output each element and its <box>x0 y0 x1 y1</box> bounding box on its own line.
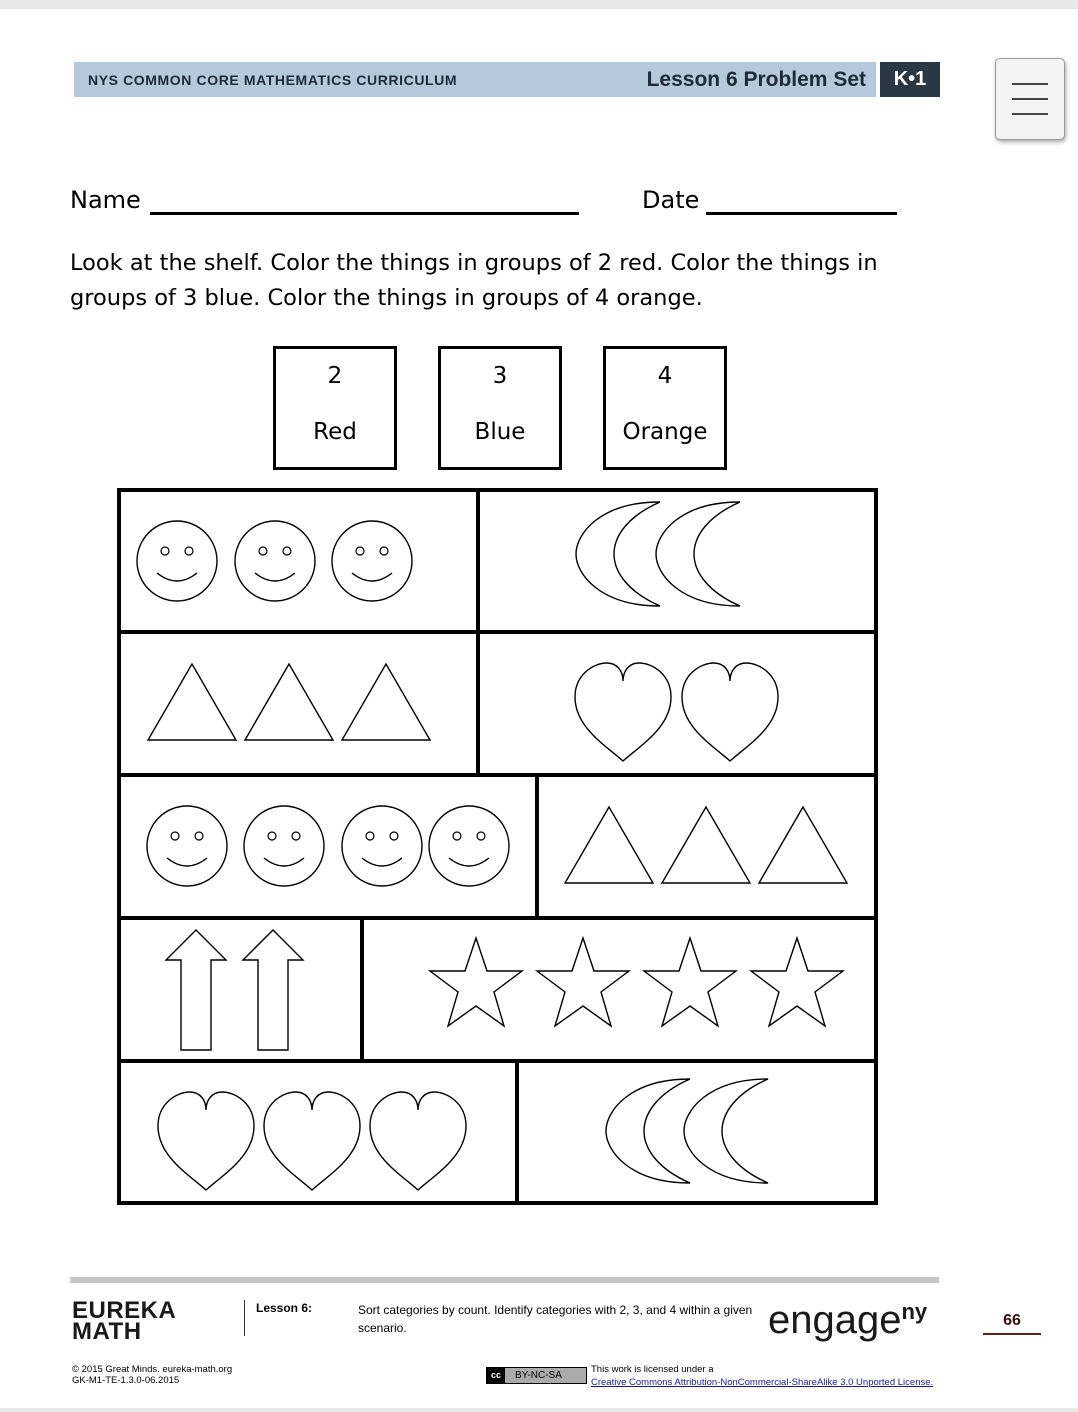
date-label: Date <box>642 186 700 214</box>
copyright-line: © 2015 Great Minds. eureka-math.org <box>72 1364 233 1375</box>
key-color-label: Red <box>313 419 357 445</box>
shelf-frame <box>119 490 876 1203</box>
document-code: GK-M1-TE-1.3.0-06.2015 <box>72 1375 180 1386</box>
copyright <box>72 1364 232 1386</box>
heart-icon[interactable] <box>264 1092 360 1190</box>
curriculum-title: NYS COMMON CORE MATHEMATICS CURRICULUM <box>88 72 458 88</box>
license-link[interactable]: Creative Commons Attribution-NonCommercial-ShareAlike 3.0 Unported License. <box>591 1377 934 1388</box>
heart-icon[interactable] <box>575 663 671 761</box>
key-color-label: Orange <box>622 419 708 445</box>
moon-icon[interactable] <box>684 1079 768 1183</box>
heart-icon[interactable] <box>158 1092 254 1190</box>
star-icon[interactable] <box>537 938 629 1026</box>
lesson-title: Lesson 6 Problem Set <box>646 68 866 91</box>
triangle-icon[interactable] <box>342 664 430 740</box>
grade-badge: K•1 <box>880 62 940 97</box>
triangle-icon[interactable] <box>759 807 847 883</box>
engageny-logo <box>768 1300 927 1346</box>
arrow-icon[interactable] <box>243 930 303 1050</box>
page-number: 66 <box>1003 1312 1021 1329</box>
smiley-face-icon[interactable] <box>244 806 324 886</box>
engage-text: engage <box>768 1298 902 1342</box>
key-count: 2 <box>327 363 343 389</box>
footer-rule <box>70 1277 939 1283</box>
instructions: Look at the shelf. Color the things in groups of 2 red. Color the things in groups of 3 blue. Color the things in groups of 4 orange. <box>70 250 878 311</box>
star-icon[interactable] <box>751 938 843 1026</box>
license-text: This work is licensed under a <box>591 1364 714 1375</box>
footer-divider <box>244 1300 245 1336</box>
moon-icon[interactable] <box>576 502 660 606</box>
page-number-underline <box>983 1333 1041 1335</box>
moon-icon[interactable] <box>656 502 740 606</box>
key-count: 4 <box>657 363 673 389</box>
smiley-face-icon[interactable] <box>147 806 227 886</box>
triangle-icon[interactable] <box>565 807 653 883</box>
smiley-face-icon[interactable] <box>342 806 422 886</box>
engage-superscript: ny <box>901 1299 928 1324</box>
footer-lesson-description: Sort categories by count. Identify categories with 2, 3, and 4 within a given scenario. <box>358 1303 753 1335</box>
smiley-face-icon[interactable] <box>429 806 509 886</box>
heart-icon[interactable] <box>370 1092 466 1190</box>
eureka-math-logo <box>72 1297 177 1345</box>
bottom-border <box>0 1408 1078 1412</box>
key-count: 3 <box>492 363 508 389</box>
logo-line-2: MATH <box>72 1318 142 1345</box>
triangle-icon[interactable] <box>148 664 236 740</box>
moon-icon[interactable] <box>606 1079 690 1183</box>
cc-license-badge[interactable] <box>486 1367 587 1384</box>
star-icon[interactable] <box>644 938 736 1026</box>
smiley-face-icon[interactable] <box>137 521 217 601</box>
name-label: Name <box>70 186 141 214</box>
heart-icon[interactable] <box>682 663 778 761</box>
triangle-icon[interactable] <box>245 664 333 740</box>
smiley-face-icon[interactable] <box>332 521 412 601</box>
cc-badge-label: BY-NC-SA <box>515 1370 562 1381</box>
key-color-label: Blue <box>474 419 526 445</box>
cc-icon: cc <box>487 1368 505 1383</box>
smiley-face-icon[interactable] <box>235 521 315 601</box>
footer-lesson-label: Lesson 6: <box>256 1301 313 1315</box>
star-icon[interactable] <box>430 938 522 1026</box>
triangle-icon[interactable] <box>662 807 750 883</box>
logo-line-1: EUREKA <box>72 1297 177 1324</box>
arrow-icon[interactable] <box>166 930 226 1050</box>
